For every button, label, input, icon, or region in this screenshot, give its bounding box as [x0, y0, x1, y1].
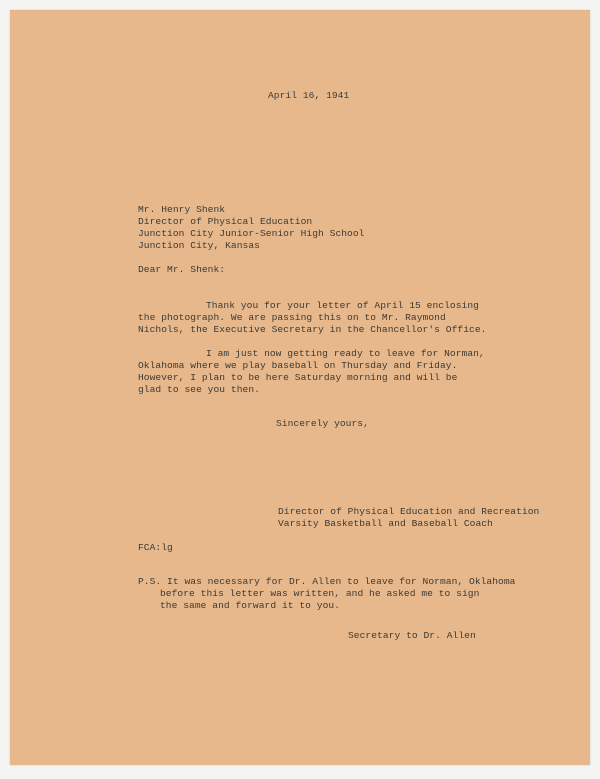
letter-page	[10, 10, 590, 765]
body-line: However, I plan to be here Saturday morning and will be	[138, 372, 458, 383]
body-line: glad to see you then.	[138, 384, 260, 395]
postscript-line: the same and forward it to you.	[160, 600, 341, 611]
recipient-line: Mr. Henry Shenk	[138, 204, 226, 215]
postscript-line: before this letter was written, and he asked me to sign	[160, 588, 480, 599]
body-line: Nichols, the Executive Secretary in the Chancellor's Office.	[138, 324, 487, 335]
postscript-line: P.S. It was necessary for Dr. Allen to leave for Norman, Oklahoma	[138, 576, 516, 587]
salutation: Dear Mr. Shenk:	[138, 264, 226, 275]
body-line: Oklahoma where we play baseball on Thursday and Friday.	[138, 360, 458, 371]
signature-title: Varsity Basketball and Baseball Coach	[278, 518, 493, 529]
body-line: the photograph. We are passing this on to Mr. Raymond	[138, 312, 446, 323]
recipient-line: Director of Physical Education	[138, 216, 313, 227]
initials: FCA:lg	[138, 542, 173, 553]
secretary-signature: Secretary to Dr. Allen	[348, 630, 476, 641]
letter-date: April 16, 1941	[268, 90, 350, 101]
signature-title: Director of Physical Education and Recreation	[278, 506, 540, 517]
recipient-line: Junction City, Kansas	[138, 240, 260, 251]
closing: Sincerely yours,	[276, 418, 369, 429]
body-line: I am just now getting ready to leave for Norman,	[206, 348, 485, 359]
body-line: Thank you for your letter of April 15 enclosing	[206, 300, 479, 311]
recipient-line: Junction City Junior-Senior High School	[138, 228, 365, 239]
